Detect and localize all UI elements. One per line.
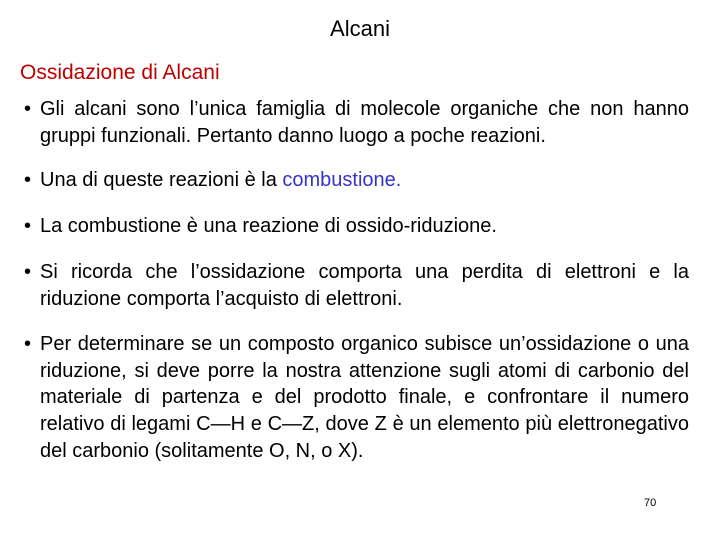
highlighted-term: combustione. — [282, 168, 402, 191]
bullet-text: Gli alcani sono l’unica famiglia di molecole organiche che non hanno gruppi funzionali. Pertanto danno luogo a poche reazioni. — [40, 98, 689, 147]
bullet-item — [24, 213, 689, 240]
bullet-item — [24, 331, 689, 465]
page-number: 70 — [644, 497, 657, 509]
bullet-item — [24, 167, 689, 194]
bullet-marker: • — [24, 261, 32, 284]
bullet-marker: • — [24, 332, 32, 355]
bullet-text: Una di queste reazioni è la — [40, 168, 283, 191]
slide-title: Alcani — [330, 16, 390, 41]
bullet-marker: • — [24, 168, 32, 191]
bullet-marker: • — [24, 215, 32, 238]
bullet-item — [24, 259, 689, 313]
bullet-item — [24, 96, 689, 150]
bullet-list — [24, 96, 689, 483]
bullet-text: Si ricorda che l’ossidazione comporta una perdita di elettroni e la riduzione comporta l’acquisto di elettroni. — [40, 261, 689, 310]
bullet-text: La combustione è una reazione di ossido-riduzione. — [40, 215, 497, 238]
slide-subtitle: Ossidazione di Alcani — [20, 61, 220, 84]
bullet-text: Per determinare se un composto organico subisce un’ossidazione o una riduzione, si deve porre la nostra attenzione sugli atomi di carbonio del materiale di partenza e del prodotto finale, e confrontare il numero relativo di legami C—H e C—Z, dove Z è un elemento più elettronegativo del carbonio (solitamente O, N, o X). — [40, 332, 689, 462]
bullet-marker: • — [24, 98, 32, 120]
